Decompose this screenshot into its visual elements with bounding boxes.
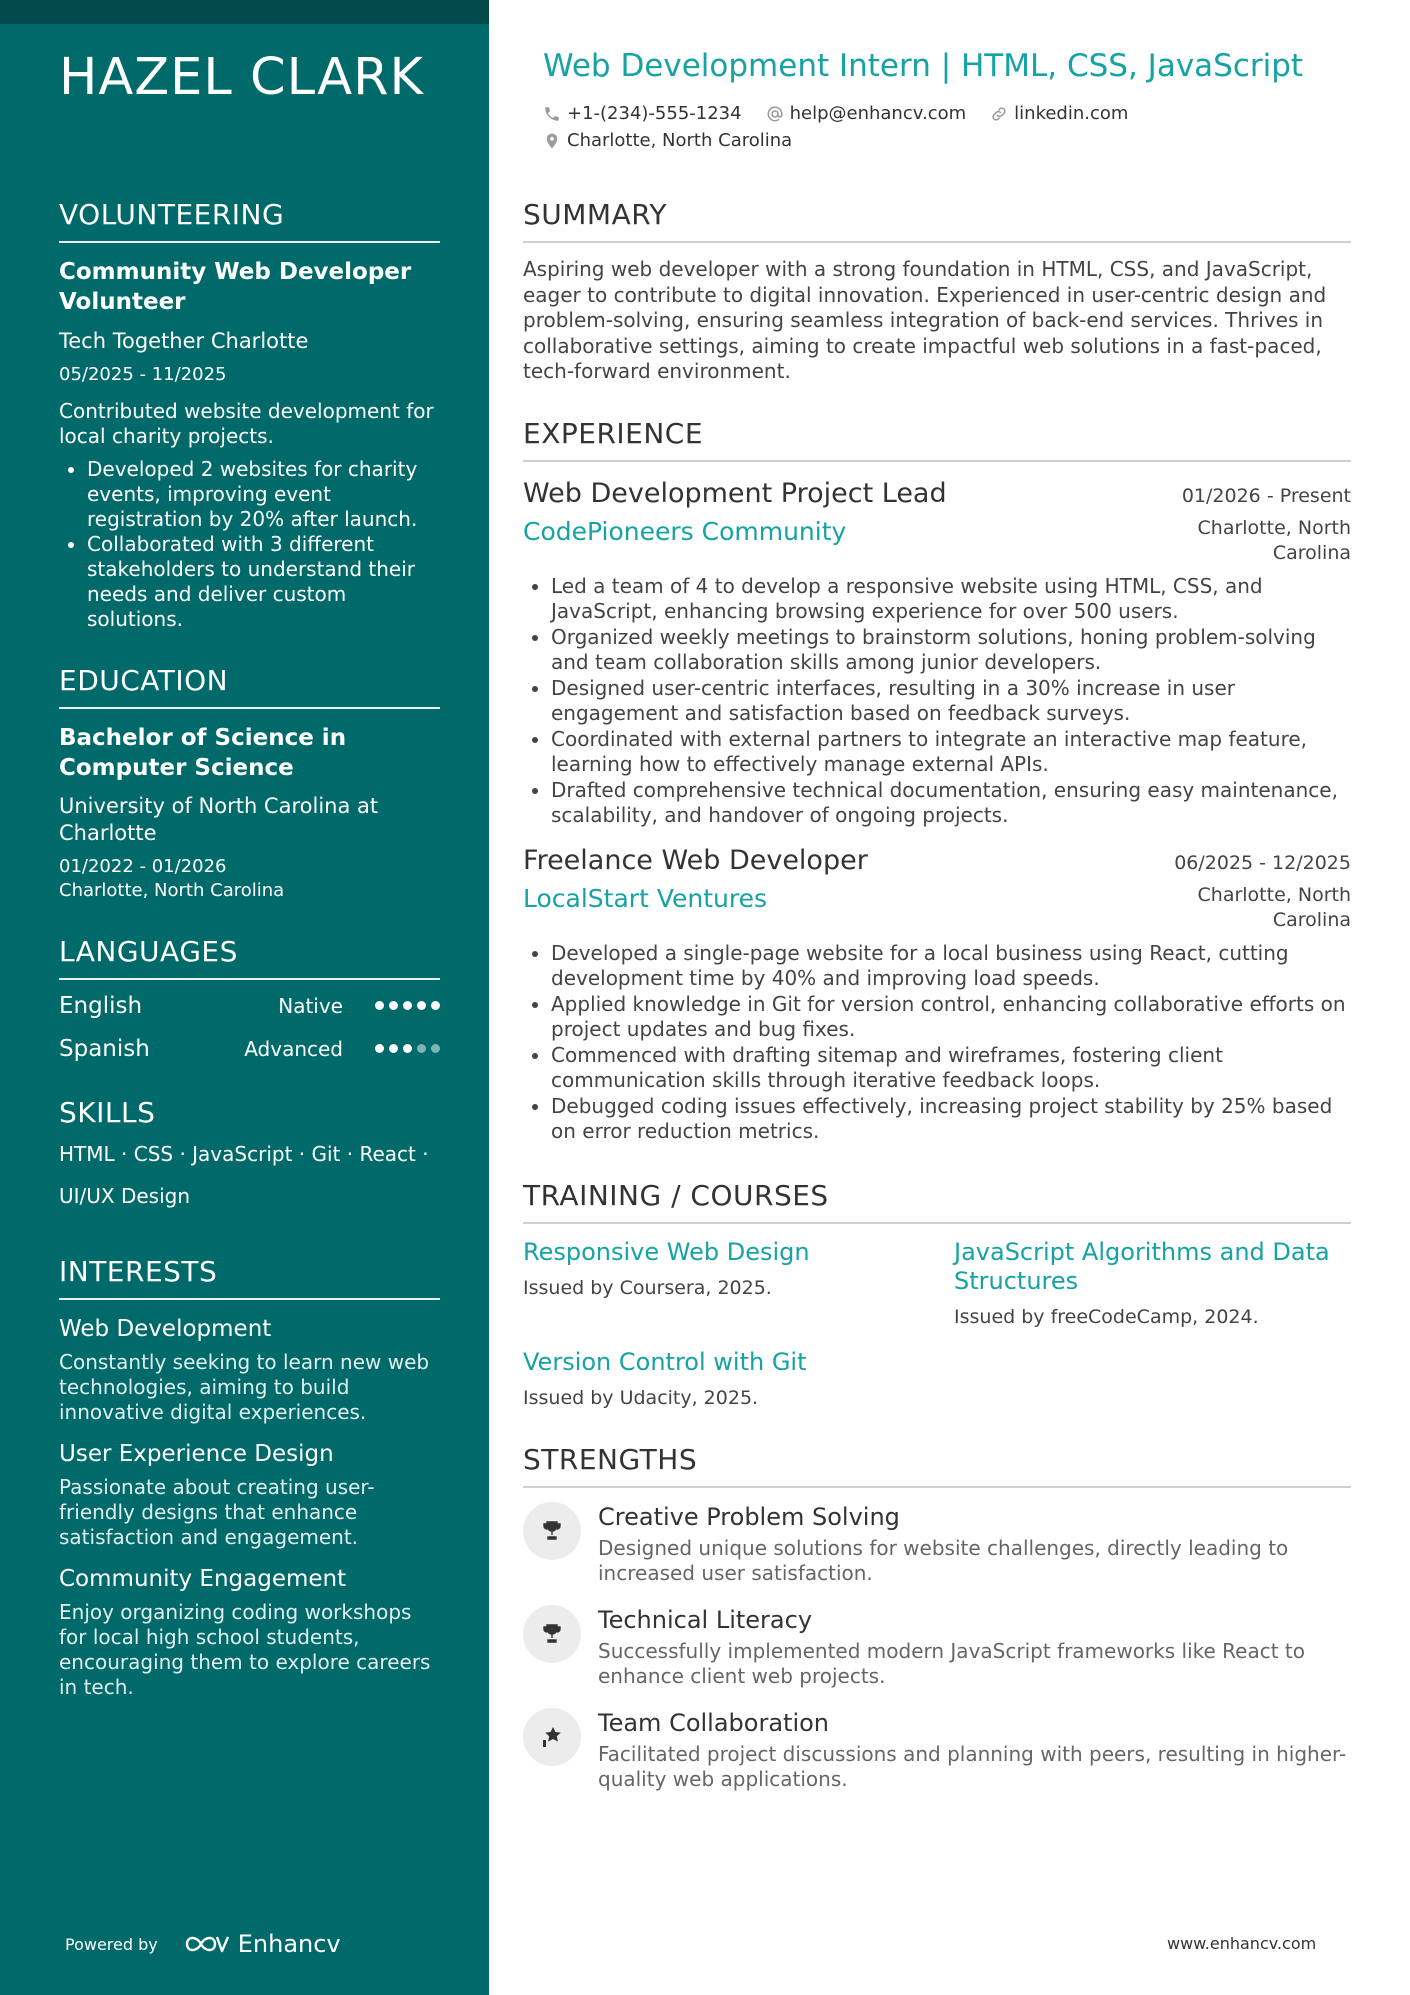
contact-location — [543, 130, 792, 151]
summary-section — [523, 198, 1351, 385]
interests-section — [59, 1255, 440, 1700]
rating-dot — [431, 1044, 440, 1053]
strengths-heading: STRENGTHS — [523, 1443, 1351, 1488]
candidate-name: HAZEL CLARK — [59, 48, 424, 107]
rating-dot — [375, 1044, 384, 1053]
course-item — [954, 1238, 1351, 1328]
volunteer-organization: Tech Together Charlotte — [59, 329, 309, 353]
contact-phone[interactable] — [543, 103, 742, 124]
course-title: Responsive Web Design — [523, 1237, 810, 1266]
job-bullet: • Developed a single-page website for a local business using React, cutting development time by 40% and improving load speeds. — [551, 941, 1351, 992]
job-bullet: • Coordinated with external partners to integrate an interactive map feature, learning how to effectively manage external APIs. — [551, 727, 1351, 778]
job-bullets — [523, 574, 1351, 829]
strength-description: Facilitated project discussions and planning with peers, resulting in higher-quality web applications. — [598, 1741, 1347, 1791]
rating-dot — [389, 1044, 398, 1053]
strength-description: Designed unique solutions for website challenges, directly leading to increased user satisfaction. — [598, 1535, 1289, 1585]
sidebar — [0, 0, 489, 1995]
experience-section — [523, 417, 1351, 1145]
enhancv-logo[interactable] — [184, 1930, 341, 1958]
enhancv-logo-icon — [184, 1932, 230, 1956]
language-row — [59, 1027, 440, 1070]
strength-description: Successfully implemented modern JavaScript frameworks like React to enhance client web projects. — [598, 1638, 1305, 1688]
powered-by-label: Powered by — [65, 1934, 158, 1954]
languages-section — [59, 935, 440, 1070]
job-title: Freelance Web Developer — [523, 844, 868, 876]
enhancv-logo-text: Enhancv — [237, 1930, 341, 1958]
rating-dot — [417, 1001, 426, 1010]
link-icon — [990, 105, 1008, 123]
location-text: Charlotte, North Carolina — [567, 130, 793, 151]
languages-heading: LANGUAGES — [59, 935, 440, 980]
job-bullet: • Led a team of 4 to develop a responsive website using HTML, CSS, and JavaScript, enhancing browsing experience for over 500 users. — [551, 574, 1351, 625]
volunteer-dates: 05/2025 - 11/2025 — [59, 364, 227, 385]
course-item — [523, 1238, 954, 1328]
interest-description: Enjoy organizing coding workshops for local high school students, encouraging them to explore careers in tech. — [59, 1600, 431, 1699]
contact-info — [543, 100, 1343, 154]
job-company: LocalStart Ventures — [523, 883, 767, 913]
course-title: Version Control with Git — [523, 1347, 807, 1376]
job-dates: 06/2025 - 12/2025 — [1174, 851, 1351, 874]
location-pin-icon — [543, 132, 561, 150]
volunteer-bullet: • Collaborated with 3 different stakeholders to understand their needs and deliver custom solutions. — [87, 532, 440, 632]
education-heading: EDUCATION — [59, 664, 440, 709]
rating-dot — [389, 1001, 398, 1010]
interest-item — [59, 1439, 440, 1550]
job-bullet: • Debugged coding issues effectively, increasing project stability by 25% based on error reduction metrics. — [551, 1094, 1351, 1145]
education-school: University of North Carolina at Charlotte — [59, 794, 379, 845]
training-heading: TRAINING / COURSES — [523, 1179, 1351, 1224]
rating-dot — [431, 1001, 440, 1010]
job-bullet: • Applied knowledge in Git for version control, enhancing collaborative efforts on project updates and bug fixes. — [551, 992, 1351, 1043]
trophy-icon — [523, 1502, 581, 1560]
language-row — [59, 984, 440, 1027]
experience-heading: EXPERIENCE — [523, 417, 1351, 462]
trophy-icon — [523, 1605, 581, 1663]
job-title: Web Development Project Lead — [523, 477, 947, 509]
interest-title: User Experience Design — [59, 1441, 334, 1467]
job-bullet: • Designed user-centric interfaces, resulting in a 30% increase in user engagement and satisfaction based on feedback surveys. — [551, 676, 1351, 727]
strength-item — [523, 1708, 1351, 1793]
interest-description: Passionate about creating user-friendly designs that enhance satisfaction and engagement. — [59, 1475, 375, 1549]
language-name: English — [59, 992, 143, 1019]
summary-text: Aspiring web developer with a strong foundation in HTML, CSS, and JavaScript, eager to contribute to digital innovation. Experienced in user-centric design and problem-solving, ensuring seamless integration of back-end services. Thrives in collaborative settings, aiming to create impactful web solutions in a fast-paced, tech-forward environment. — [523, 257, 1327, 383]
interest-title: Web Development — [59, 1316, 272, 1342]
contact-email[interactable] — [766, 103, 967, 124]
job-company: CodePioneers Community — [523, 516, 847, 546]
volunteering-section — [59, 198, 440, 632]
job-location: Charlotte, North Carolina — [1197, 883, 1351, 931]
experience-entry — [523, 476, 1351, 829]
job-bullet: • Drafted comprehensive technical documentation, ensuring easy maintenance, scalability, and handover of ongoing projects. — [551, 778, 1351, 829]
rating-dot — [403, 1044, 412, 1053]
interest-item — [59, 1564, 440, 1700]
headline: Web Development Intern | HTML, CSS, JavaScript — [543, 48, 1304, 84]
website-link[interactable]: www.enhancv.com — [1167, 1934, 1317, 1953]
language-rating — [375, 1044, 440, 1053]
star-hand-icon — [523, 1708, 581, 1766]
course-issuer: Issued by freeCodeCamp, 2024. — [954, 1305, 1259, 1328]
language-level: Native — [278, 993, 343, 1018]
job-bullet: • Commenced with drafting sitemap and wireframes, fostering client communication skills through iterative feedback loops. — [551, 1043, 1351, 1094]
skills-list: UI/UX Design — [59, 1184, 191, 1208]
interest-title: Community Engagement — [59, 1566, 347, 1592]
rating-dot — [417, 1044, 426, 1053]
education-degree: Bachelor of Science in Computer Science — [59, 725, 347, 781]
rating-dot — [375, 1001, 384, 1010]
education-section — [59, 664, 440, 903]
training-section — [523, 1179, 1351, 1409]
education-dates: 01/2022 - 01/2026 — [59, 856, 227, 877]
job-dates: 01/2026 - Present — [1181, 484, 1351, 507]
strength-title: Team Collaboration — [598, 1708, 830, 1737]
course-item — [523, 1348, 954, 1409]
job-bullet: • Organized weekly meetings to brainstorm solutions, honing problem-solving and team collaboration skills among junior developers. — [551, 625, 1351, 676]
volunteer-description: Contributed website development for local charity projects. — [59, 399, 434, 448]
at-icon — [766, 105, 784, 123]
interests-heading: INTERESTS — [59, 1255, 440, 1300]
strength-item — [523, 1502, 1351, 1587]
experience-entry — [523, 843, 1351, 1145]
job-location: Charlotte, North Carolina — [1197, 516, 1351, 564]
volunteer-role: Community Web Developer Volunteer — [59, 259, 412, 315]
powered-by — [65, 1930, 341, 1958]
skills-list: HTML · CSS · JavaScript · Git · React · — [59, 1142, 429, 1166]
education-location: Charlotte, North Carolina — [59, 880, 285, 901]
language-rating — [375, 1001, 440, 1010]
course-issuer: Issued by Coursera, 2025. — [523, 1276, 772, 1299]
course-title: JavaScript Algorithms and Data Structures — [954, 1237, 1330, 1295]
rating-dot — [403, 1001, 412, 1010]
language-name: Spanish — [59, 1035, 150, 1062]
course-issuer: Issued by Udacity, 2025. — [523, 1386, 759, 1409]
strengths-section — [523, 1443, 1351, 1793]
strength-title: Creative Problem Solving — [598, 1502, 900, 1531]
main-content — [523, 198, 1351, 1811]
interest-item — [59, 1314, 440, 1425]
job-bullets — [523, 941, 1351, 1145]
strength-item — [523, 1605, 1351, 1690]
interest-description: Constantly seeking to learn new web technologies, aiming to build innovative digital experiences. — [59, 1350, 430, 1424]
phone-icon — [543, 105, 561, 123]
sidebar-top-band — [0, 0, 489, 24]
phone-text: +1-(234)-555-1234 — [567, 103, 742, 124]
email-text: help@enhancv.com — [789, 103, 967, 124]
language-level: Advanced — [244, 1036, 343, 1061]
summary-heading: SUMMARY — [523, 198, 1351, 243]
contact-linkedin[interactable] — [990, 103, 1128, 124]
strength-title: Technical Literacy — [598, 1605, 813, 1634]
skills-heading: SKILLS — [59, 1096, 156, 1129]
volunteering-heading: VOLUNTEERING — [59, 198, 440, 243]
volunteer-bullets — [59, 457, 440, 632]
linkedin-text: linkedin.com — [1014, 103, 1129, 124]
skills-section — [59, 1096, 440, 1217]
volunteer-bullet: • Developed 2 websites for charity events, improving event registration by 20% after launch. — [87, 457, 440, 532]
